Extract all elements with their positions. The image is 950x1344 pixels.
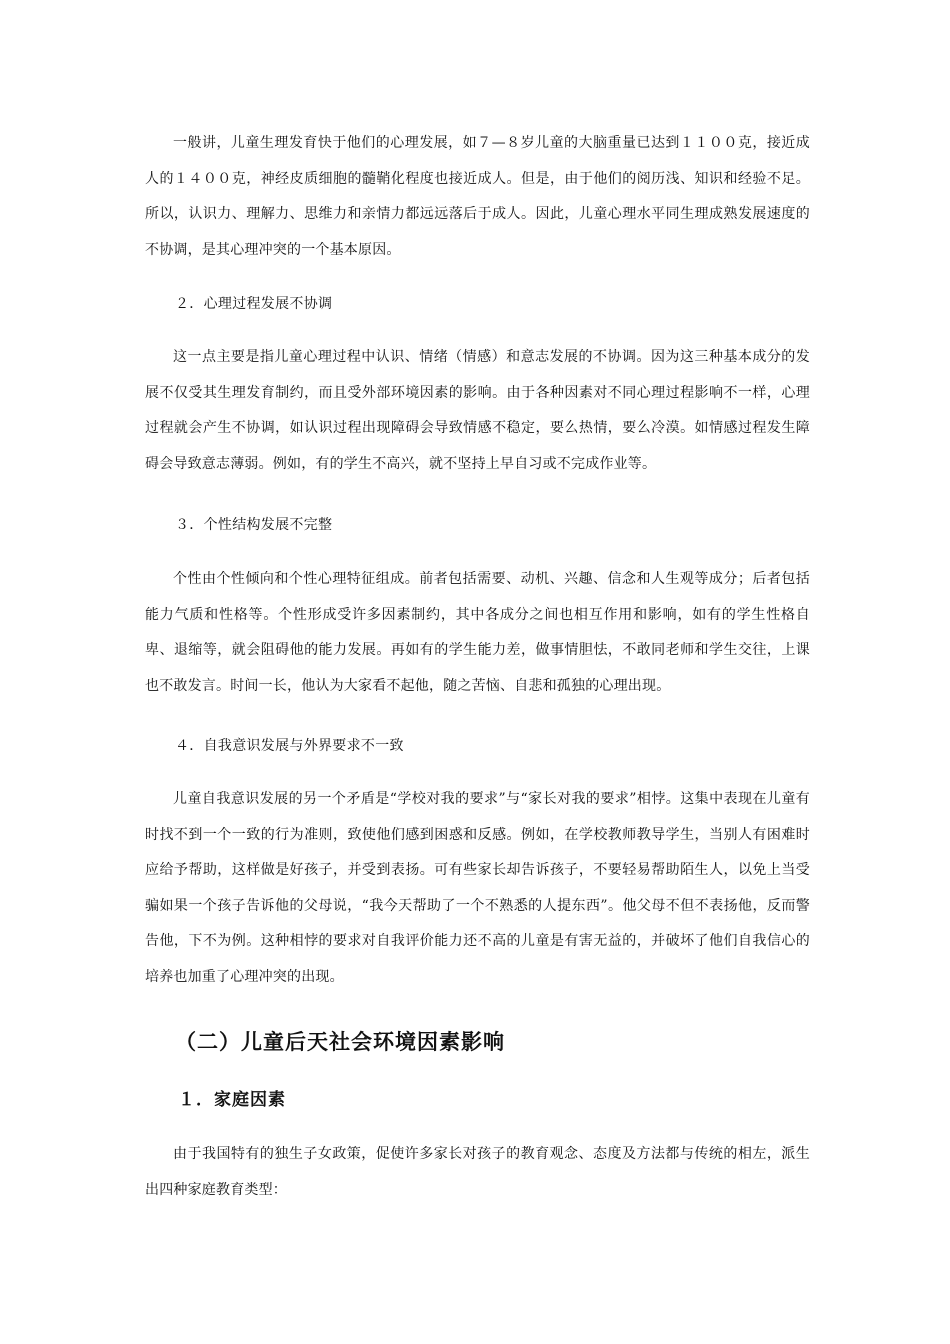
paragraph-self-awareness: 儿童自我意识发展的另一个矛盾是“学校对我的要求”与“家长对我的要求”相悖。这集中表现在儿童有时找不到一个一致的行为准则，致使他们感到困惑和反感。例如，在学校教师教导学生，当别人有困难时应给予帮助，这样做是好孩子，并受到表扬。可有些家长却告诉孩子，不要轻易帮助陌生人，以免上当受骗如果一个孩子告诉他的父母说，“我今天帮助了一个不熟悉的人提东西”。他父母不但不表扬他，反而警告他，下不为例。这种相悖的要求对自我评价能力还不高的儿童是有害无益的，并破坏了他们自我信心的培养也加重了心理冲突的出现。 (145, 791, 810, 985)
subheading-mental-process: ２．心理过程发展不协调 (175, 296, 333, 312)
paragraph-physiology-vs-psychology: 一般讲，儿童生理发育快于他们的心理发展，如７—８岁儿童的大脑重量已达到１１００克，接近成人的１４００克，神经皮质细胞的髓鞘化程度也接近成人。但是，由于他们的阅历浅、知识和经验不足。所以，认识力、理解力、思维力和亲情力都远远落后于成人。因此，儿童心理水平同生理成熟发展速度的不协调，是其心理冲突的一个基本原因。 (145, 135, 810, 258)
subheading-personality-structure: ３．个性结构发展不完整 (175, 517, 333, 533)
subheading-self-awareness: ４．自我意识发展与外界要求不一致 (175, 738, 404, 754)
section-heading-social-environment: （二）儿童后天社会环境因素影响 (175, 1030, 505, 1054)
paragraph-family-factors: 由于我国特有的独生子女政策，促使许多家长对孩子的教育观念、态度及方法都与传统的相左，派生出四种家庭教育类型： (145, 1146, 810, 1198)
paragraph-mental-process: 这一点主要是指儿童心理过程中认识、情绪（情感）和意志发展的不协调。因为这三种基本成分的发展不仅受其生理发育制约，而且受外部环境因素的影响。由于各种因素对不同心理过程影响不一样，心理过程就会产生不协调，如认识过程出现障碍会导致情感不稳定，要么热情，要么冷漠。如情感过程发生障碍会导致意志薄弱。例如，有的学生不高兴，就不坚持上早自习或不完成作业等。 (145, 349, 810, 472)
section-subheading-family: １．家庭因素 (178, 1090, 286, 1110)
paragraph-personality-structure: 个性由个性倾向和个性心理特征组成。前者包括需要、动机、兴趣、信念和人生观等成分；后者包括能力气质和性格等。个性形成受许多因素制约，其中各成分之间也相互作用和影响，如有的学生性格自卑、退缩等，就会阻碍他的能力发展。再如有的学生能力差，做事情胆怯，不敢同老师和学生交往，上课也不敢发言。时间一长，他认为大家看不起他，随之苦恼、自悲和孤独的心理出现。 (145, 571, 810, 694)
